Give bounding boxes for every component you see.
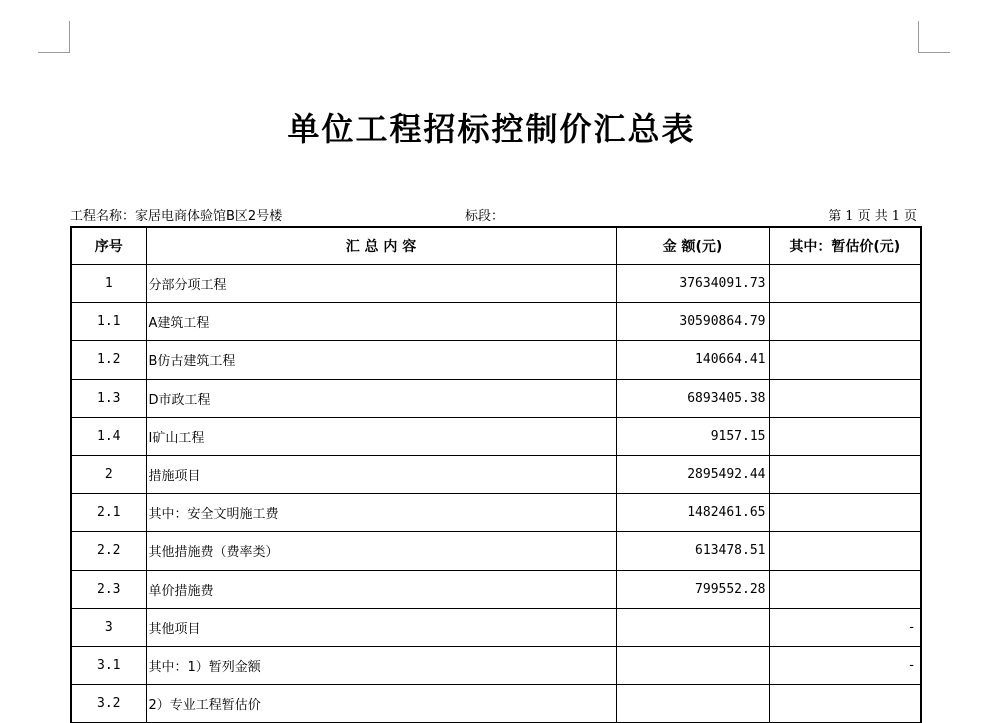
page-current: 1 [845, 209, 854, 224]
row-provisional [769, 417, 921, 455]
row-number: 2 [71, 455, 146, 493]
row-provisional [769, 265, 921, 303]
row-amount [616, 685, 769, 723]
header-no: 序号 [71, 227, 146, 265]
page-prefix: 第 [828, 209, 842, 224]
table-row [71, 532, 921, 570]
row-number: 3 [71, 608, 146, 646]
section-label: 标段： [465, 209, 505, 224]
page-suffix: 页 [903, 209, 917, 224]
row-content: D市政工程 [146, 379, 616, 417]
row-provisional [769, 303, 921, 341]
row-provisional [769, 379, 921, 417]
row-content: A建筑工程 [146, 303, 616, 341]
row-content: 分部分项工程 [146, 265, 616, 303]
table-row [71, 417, 921, 455]
table-row [71, 455, 921, 493]
document-title: 单位工程招标控制价汇总表 [287, 110, 696, 148]
row-amount [616, 646, 769, 684]
table-row [71, 608, 921, 646]
row-content: 措施项目 [146, 455, 616, 493]
row-amount: 613478.51 [616, 532, 769, 570]
row-provisional [769, 494, 921, 532]
table-row [71, 303, 921, 341]
page-mid: 页 共 [857, 209, 888, 224]
table-row [71, 685, 921, 723]
table-row [71, 570, 921, 608]
row-amount [616, 608, 769, 646]
header-row [71, 227, 921, 265]
row-content: I矿山工程 [146, 417, 616, 455]
project-name: 工程名称：家居电商体验馆B区2号楼 [70, 209, 283, 224]
page-indicator [826, 205, 919, 224]
row-provisional [769, 455, 921, 493]
row-provisional [769, 570, 921, 608]
table-row [71, 494, 921, 532]
row-amount: 6893405.38 [616, 379, 769, 417]
table-row [71, 265, 921, 303]
row-number: 2.3 [71, 570, 146, 608]
row-content: B仿古建筑工程 [146, 341, 616, 379]
crop-mark-right [918, 21, 950, 53]
page-total: 1 [891, 209, 900, 224]
row-number: 3.1 [71, 646, 146, 684]
table-row [71, 646, 921, 684]
row-amount: 9157.15 [616, 417, 769, 455]
crop-mark-left [38, 21, 70, 53]
row-number: 1.1 [71, 303, 146, 341]
row-content: 单价措施费 [146, 570, 616, 608]
row-content: 其中：1）暂列金额 [146, 646, 616, 684]
row-number: 1.4 [71, 417, 146, 455]
row-amount: 1482461.65 [616, 494, 769, 532]
row-content: 其他项目 [146, 608, 616, 646]
row-number: 1.2 [71, 341, 146, 379]
header-amount: 金 额(元) [616, 227, 769, 265]
row-number: 2.2 [71, 532, 146, 570]
row-provisional [769, 685, 921, 723]
row-amount: 799552.28 [616, 570, 769, 608]
row-number: 2.1 [71, 494, 146, 532]
row-provisional [769, 341, 921, 379]
row-amount: 2895492.44 [616, 455, 769, 493]
row-provisional: - [769, 646, 921, 684]
table-row [71, 341, 921, 379]
row-provisional [769, 532, 921, 570]
table-row [71, 379, 921, 417]
row-number: 1 [71, 265, 146, 303]
header-content: 汇 总 内 容 [146, 227, 616, 265]
row-amount: 30590864.79 [616, 303, 769, 341]
table-body [71, 265, 921, 723]
summary-table [70, 226, 922, 723]
row-amount: 140664.41 [616, 341, 769, 379]
row-number: 3.2 [71, 685, 146, 723]
row-content: 其中：安全文明施工费 [146, 494, 616, 532]
header-provisional: 其中：暂估价(元) [769, 227, 921, 265]
row-provisional: - [769, 608, 921, 646]
row-number: 1.3 [71, 379, 146, 417]
row-content: 2）专业工程暂估价 [146, 685, 616, 723]
row-amount: 37634091.73 [616, 265, 769, 303]
row-content: 其他措施费（费率类） [146, 532, 616, 570]
